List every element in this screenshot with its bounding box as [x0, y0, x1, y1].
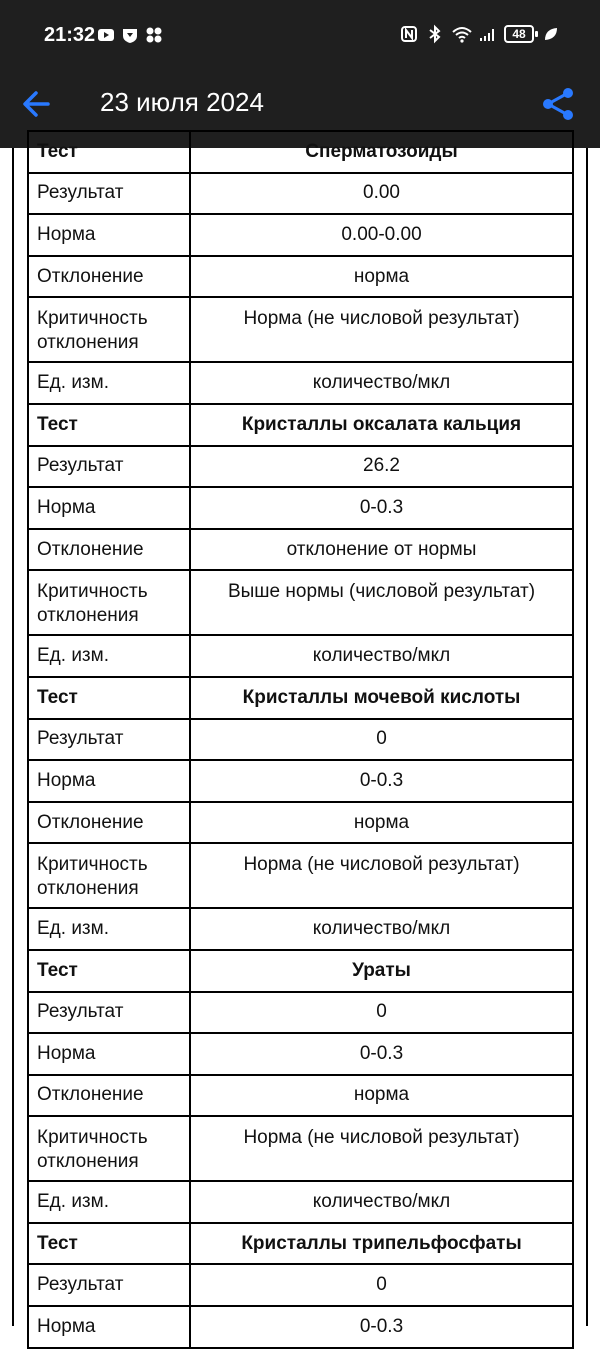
row-value: Норма (не числовой результат) — [190, 297, 573, 362]
table-row — [28, 1075, 573, 1117]
row-value: 0.00-0.00 — [190, 214, 573, 256]
row-label: Ед. изм. — [28, 635, 190, 677]
table-row — [28, 635, 573, 677]
leaf-icon — [542, 25, 560, 43]
status-right-icons — [400, 25, 560, 43]
row-label: Отклонение — [28, 256, 190, 298]
row-label: Критичность отклонения — [28, 570, 190, 635]
row-value: норма — [190, 1075, 573, 1117]
row-value: 0-0.3 — [190, 760, 573, 802]
row-value: 0 — [190, 992, 573, 1034]
table-row — [28, 802, 573, 844]
table-row — [28, 843, 573, 908]
youtube-icon — [97, 26, 115, 44]
row-value: норма — [190, 802, 573, 844]
table-row — [28, 1116, 573, 1181]
row-value: количество/мкл — [190, 1181, 573, 1223]
page-border-right — [586, 148, 588, 1326]
row-value: 0 — [190, 1264, 573, 1306]
share-icon — [538, 84, 578, 124]
row-label: Норма — [28, 214, 190, 256]
row-value: 0-0.3 — [190, 1306, 573, 1348]
results-table — [27, 130, 574, 1349]
table-row — [28, 487, 573, 529]
table-row — [28, 446, 573, 488]
row-label: Результат — [28, 719, 190, 761]
table-row — [28, 173, 573, 215]
row-label: Тест — [28, 677, 190, 719]
status-left-icons — [97, 26, 163, 44]
table-row — [28, 992, 573, 1034]
row-value: количество/мкл — [190, 362, 573, 404]
row-label: Норма — [28, 1306, 190, 1348]
row-value: Сперматозоиды — [190, 131, 573, 173]
battery-icon: 48 — [504, 25, 534, 43]
table-row — [28, 529, 573, 571]
arrow-left-icon — [18, 84, 58, 124]
row-value: 0-0.3 — [190, 1033, 573, 1075]
table-row — [28, 719, 573, 761]
row-label: Отклонение — [28, 802, 190, 844]
row-value: норма — [190, 256, 573, 298]
row-value: Кристаллы трипельфосфаты — [190, 1223, 573, 1265]
row-value: количество/мкл — [190, 635, 573, 677]
row-label: Результат — [28, 992, 190, 1034]
row-value: Ураты — [190, 950, 573, 992]
page-border-left — [12, 148, 14, 1326]
results-content[interactable] — [0, 140, 600, 1337]
row-label: Ед. изм. — [28, 1181, 190, 1223]
table-row — [28, 362, 573, 404]
row-label: Норма — [28, 760, 190, 802]
test-header-row — [28, 1223, 573, 1265]
row-label: Ед. изм. — [28, 362, 190, 404]
row-label: Результат — [28, 173, 190, 215]
test-header-row — [28, 950, 573, 992]
row-label: Критичность отклонения — [28, 1116, 190, 1181]
row-label: Тест — [28, 404, 190, 446]
signal-icon — [478, 25, 496, 43]
row-value: Норма (не числовой результат) — [190, 843, 573, 908]
test-header-row — [28, 404, 573, 446]
row-label: Тест — [28, 131, 190, 173]
row-label: Результат — [28, 446, 190, 488]
row-label: Ед. изм. — [28, 908, 190, 950]
nfc-icon — [400, 25, 418, 43]
back-button[interactable] — [18, 84, 58, 124]
apps-icon — [145, 26, 163, 44]
row-label: Критичность отклонения — [28, 297, 190, 362]
wifi-icon — [452, 25, 470, 43]
bluetooth-icon — [426, 25, 444, 43]
table-row — [28, 1033, 573, 1075]
row-value: количество/мкл — [190, 908, 573, 950]
row-label: Тест — [28, 1223, 190, 1265]
table-row — [28, 297, 573, 362]
table-row — [28, 1181, 573, 1223]
row-value: Норма (не числовой результат) — [190, 1116, 573, 1181]
table-row — [28, 908, 573, 950]
row-value: Кристаллы мочевой кислоты — [190, 677, 573, 719]
shield-notification-icon — [121, 26, 139, 44]
table-row — [28, 570, 573, 635]
row-label: Норма — [28, 487, 190, 529]
row-value: 26.2 — [190, 446, 573, 488]
table-row — [28, 1264, 573, 1306]
table-row — [28, 256, 573, 298]
status-bar — [0, 0, 600, 70]
test-header-row — [28, 131, 573, 173]
share-button[interactable] — [538, 84, 578, 124]
page-title: 23 июля 2024 — [100, 87, 264, 117]
row-value: отклонение от нормы — [190, 529, 573, 571]
row-value: Выше нормы (числовой результат) — [190, 570, 573, 635]
table-row — [28, 214, 573, 256]
test-header-row — [28, 677, 573, 719]
row-label: Отклонение — [28, 1075, 190, 1117]
row-value: Кристаллы оксалата кальция — [190, 404, 573, 446]
row-value: 0-0.3 — [190, 487, 573, 529]
status-time: 21:32 — [44, 24, 96, 46]
row-value: 0.00 — [190, 173, 573, 215]
row-label: Норма — [28, 1033, 190, 1075]
row-label: Критичность отклонения — [28, 843, 190, 908]
row-label: Тест — [28, 950, 190, 992]
row-value: 0 — [190, 719, 573, 761]
table-row — [28, 760, 573, 802]
table-row — [28, 1306, 573, 1348]
row-label: Результат — [28, 1264, 190, 1306]
row-label: Отклонение — [28, 529, 190, 571]
